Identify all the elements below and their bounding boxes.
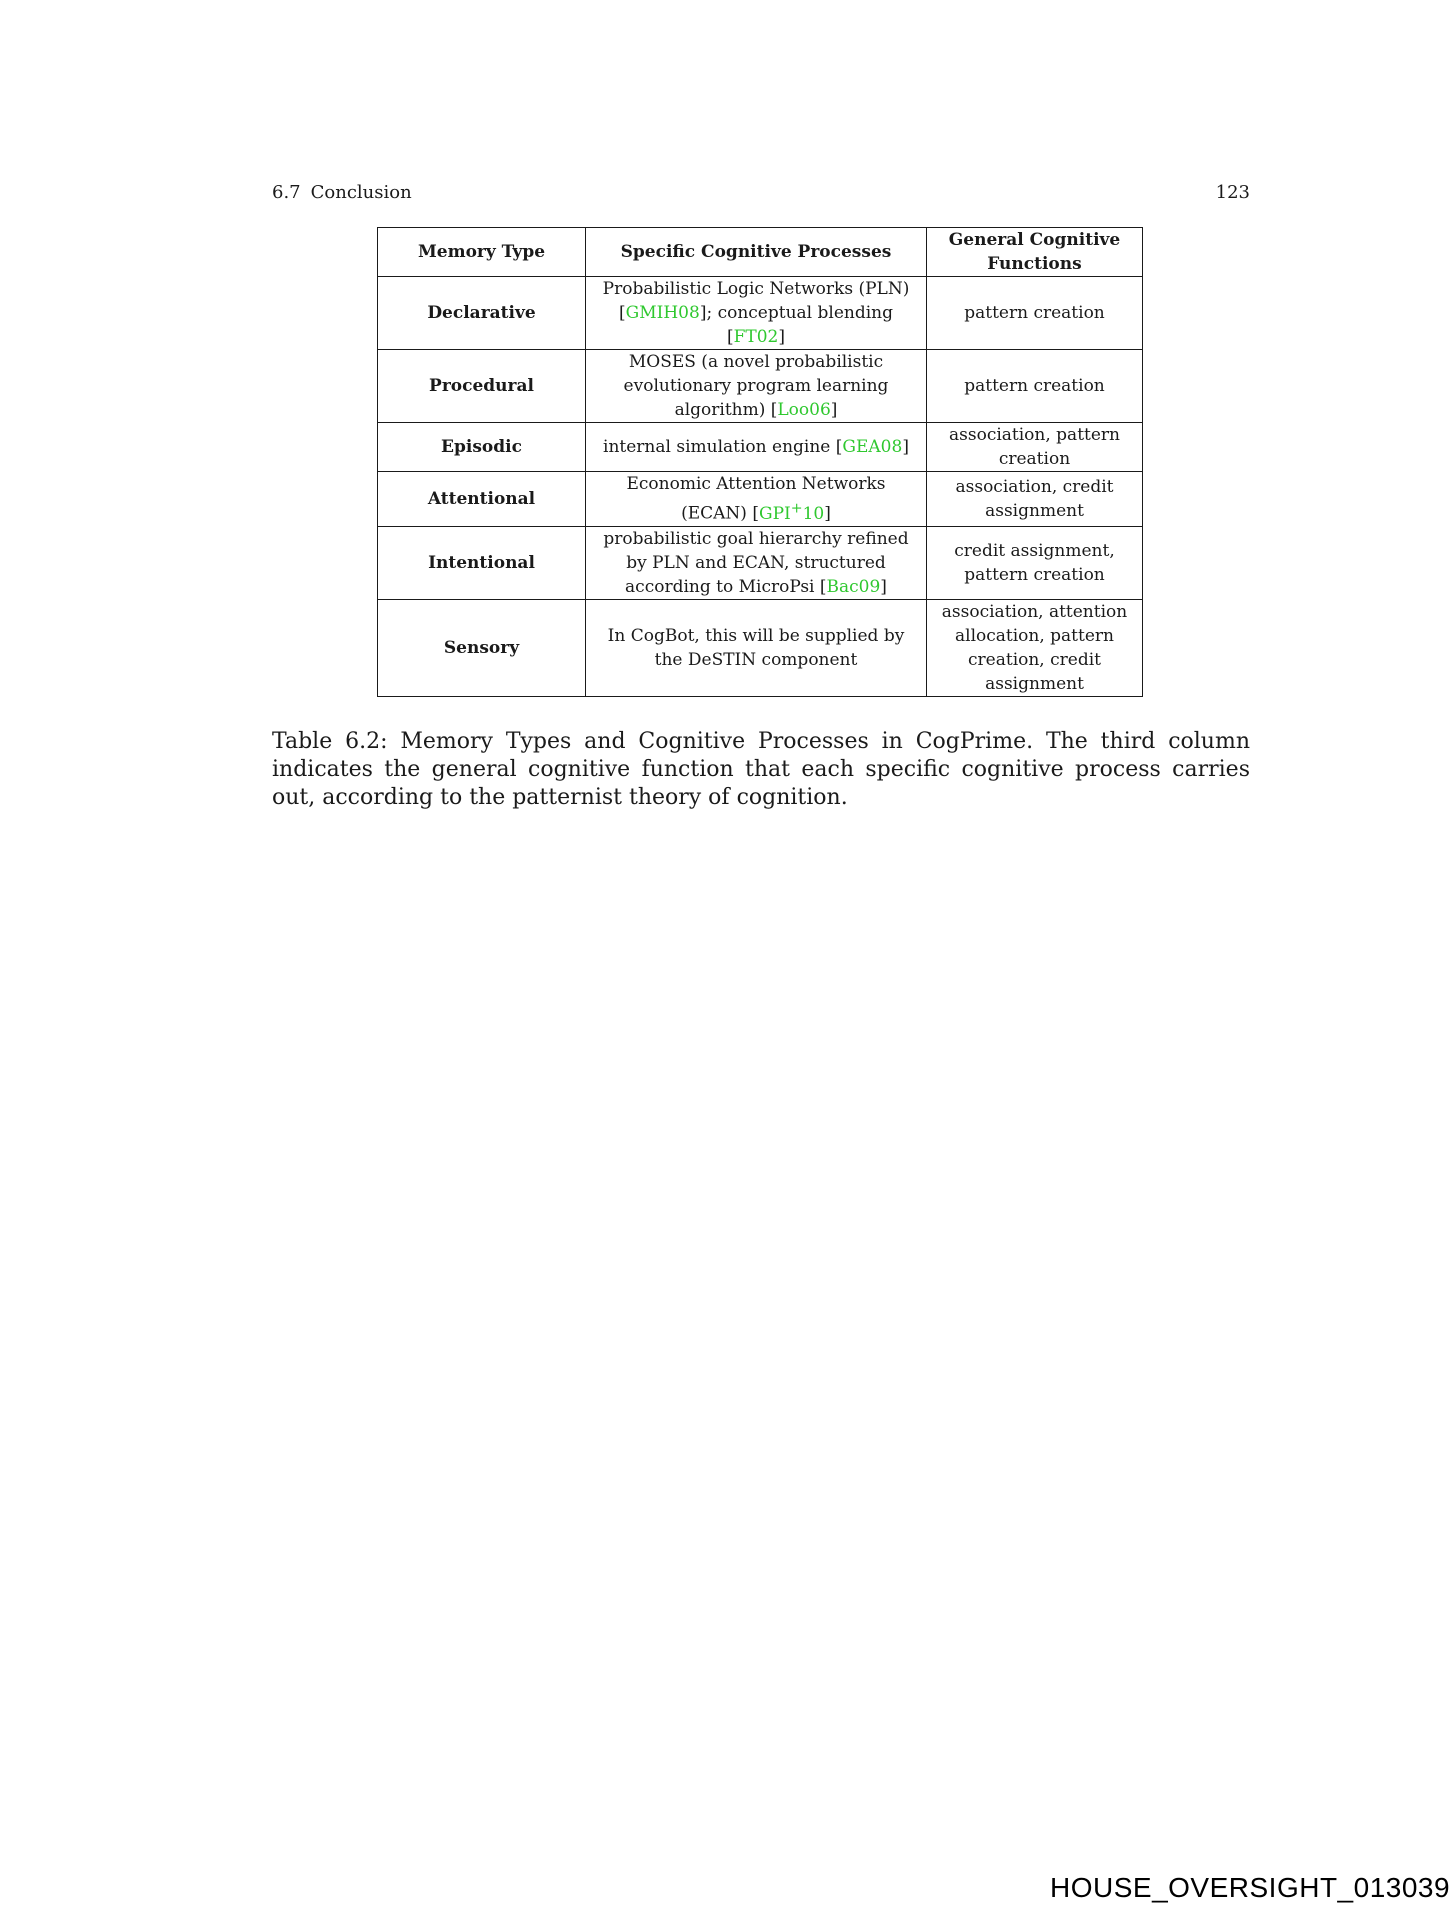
running-head (272, 180, 1250, 204)
header-general-functions: General Cognitive Functions (927, 228, 1143, 277)
memory-types-table (377, 227, 1143, 697)
process-text: Probabilistic Logic Networks (PLN) [ (602, 279, 910, 323)
process-text: ] (830, 400, 838, 420)
citation-link[interactable]: Loo06 (777, 400, 831, 420)
table-row (378, 423, 1143, 472)
citation-link[interactable]: Bac09 (826, 576, 881, 597)
memory-type-cell: Intentional (378, 526, 586, 599)
process-text: Economic Attention Networks (ECAN) [ (626, 474, 886, 524)
process-text: In CogBot, this will be supplied by the DeSTIN component (607, 625, 905, 670)
citation-year: 10 (802, 503, 825, 524)
function-cell: association, pattern creation (927, 423, 1143, 472)
process-cell (586, 277, 927, 350)
citation-link[interactable]: FT02 (733, 327, 779, 347)
memory-type-cell: Attentional (378, 472, 586, 527)
function-cell: pattern creation (927, 350, 1143, 423)
section-number: 6.7 (272, 181, 301, 203)
table-row (378, 526, 1143, 599)
citation-link[interactable] (758, 500, 825, 524)
section-heading (272, 182, 412, 203)
table-caption: Table 6.2: Memory Types and Cognitive Processes in CogPrime. The third column indicates the general cognitive function that each specific cognitive process carries out, according to the patternist theory of cognition. (272, 729, 1250, 810)
process-cell (586, 472, 927, 527)
process-cell (586, 526, 927, 599)
section-title: Conclusion (310, 181, 412, 203)
process-text: ]; conceptual blending [ (699, 303, 893, 347)
table-header-row (378, 228, 1143, 277)
table-row (378, 350, 1143, 423)
memory-type-cell: Declarative (378, 277, 586, 350)
process-text: probabilistic goal hierarchy refined by PLN and ECAN, structured according to MicroPsi [ (603, 528, 909, 597)
page-number: 123 (1215, 181, 1250, 203)
document-stamp: HOUSE_OVERSIGHT_013039 (1050, 1872, 1451, 1903)
citation-key: GPI (758, 503, 791, 524)
citation-link[interactable]: GEA08 (842, 437, 903, 457)
process-cell (586, 423, 927, 472)
function-cell: association, attention allocation, pattern creation, credit assignment (927, 599, 1143, 696)
process-text: MOSES (a novel probabilistic evolutionary program learning algorithm) [ (623, 352, 889, 420)
memory-type-cell: Procedural (378, 350, 586, 423)
function-cell: pattern creation (927, 277, 1143, 350)
function-cell: credit assignment, pattern creation (927, 526, 1143, 599)
process-text: ] (880, 576, 887, 597)
table-row (378, 599, 1143, 696)
process-text: ] (902, 437, 909, 457)
memory-type-cell: Episodic (378, 423, 586, 472)
table-row (378, 472, 1143, 527)
process-cell (586, 350, 927, 423)
table-row (378, 277, 1143, 350)
citation-superscript: + (790, 500, 803, 516)
function-cell: association, credit assignment (927, 472, 1143, 527)
process-text: internal simulation engine [ (603, 437, 843, 457)
memory-type-cell: Sensory (378, 599, 586, 696)
header-memory-type: Memory Type (378, 228, 586, 277)
header-specific-processes: Specific Cognitive Processes (586, 228, 927, 277)
process-text: ] (778, 327, 786, 347)
process-cell (586, 599, 927, 696)
citation-link[interactable]: GMIH08 (625, 303, 700, 323)
process-text: ] (824, 503, 831, 524)
